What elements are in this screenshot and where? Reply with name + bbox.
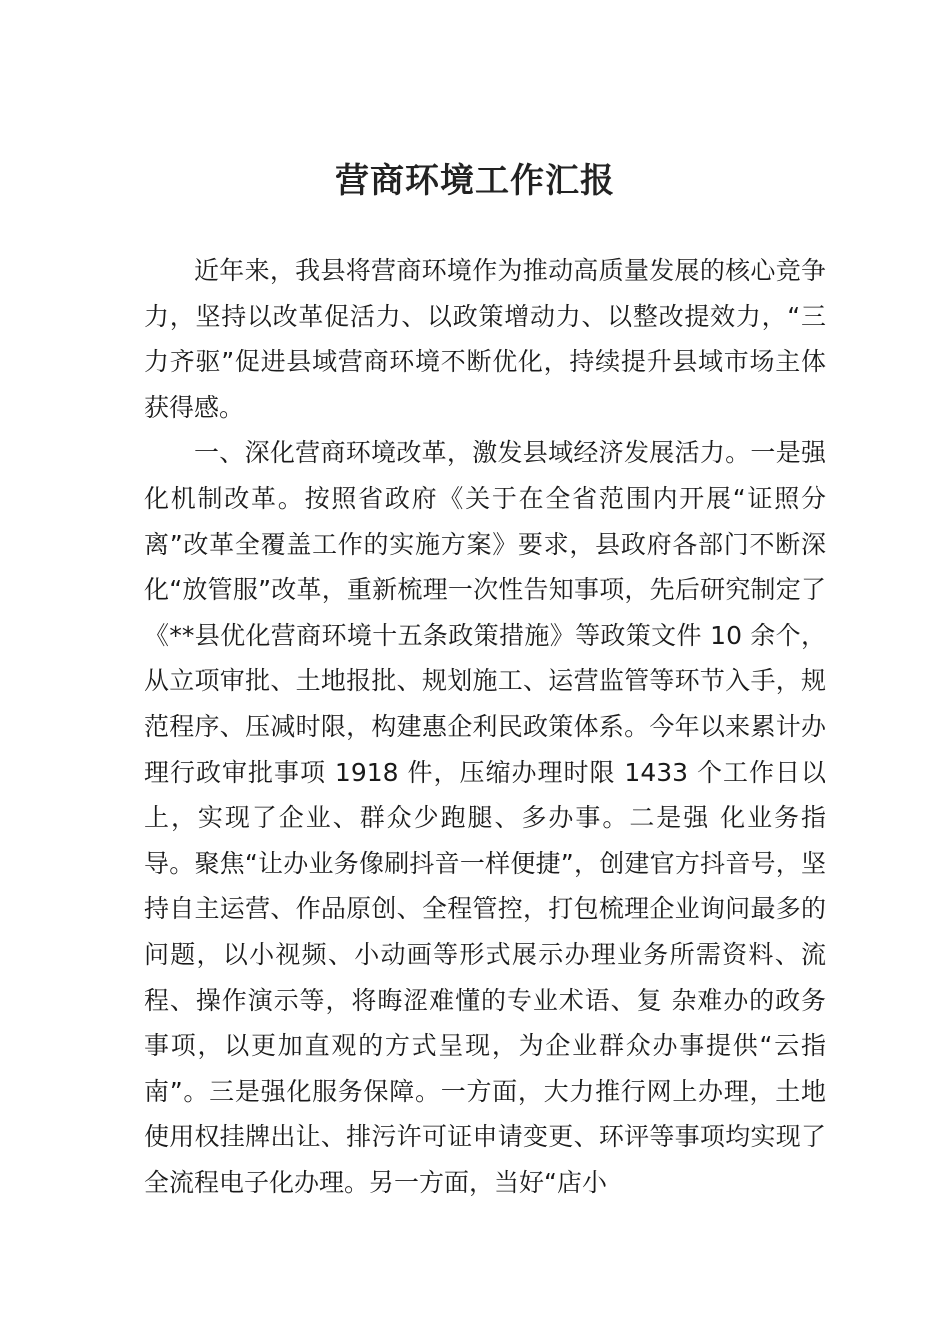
document-title: 营商环境工作汇报 (335, 161, 615, 201)
document-body (144, 248, 826, 1205)
section-one-paragraph: 一、深化营商环境改革，激发县域经济发展活力。一是强化机制改革。按照省政府《关于在全省范围内开展“证照分离”改革全覆盖工作的实施方案》要求，县政府各部门不断深化“放管服”改革，重新梳理一次性告知事项，先后研究制定了《**县优化营商环境十五条政策措施》等政策文件 10 余个，从立项审批、土地报批、规划施工、运营监管等环节入手，规范程序、压减时限，构建惠企利民政策体系。今年以来累计办理行政审批事项 1918 件，压缩办理时限 1433 个工作日以上，实现了企业、群众少跑腿、多办事。二是强 化业务指导。聚焦“让办业务像刷抖音一样便捷”，创建官方抖音号，坚持自主运营、作品原创、全程管控，打包梳理企业询问最多的问题，以小视频、小动画等形式展示办理业务所需资料、流程、操作演示等，将晦涩难懂的专业术语、复 杂难办的政务事项，以更加直观的方式呈现，为企业群众办事提供“云指南”。三是强化服务保障。一方面，大力推行网上办理，土地使用权挂牌出让、排污许可证申请变更、环评等事项均实现了全流程电子化办理。另一方面，当好“店小 (144, 438, 826, 1197)
intro-paragraph: 近年来，我县将营商环境作为推动高质量发展的核心竞争力，坚持以改革促活力、以政策增动力、以整改提效力，“三力齐驱”促进县域营商环境不断优化，持续提升县域市场主体获得感。 (144, 256, 826, 422)
